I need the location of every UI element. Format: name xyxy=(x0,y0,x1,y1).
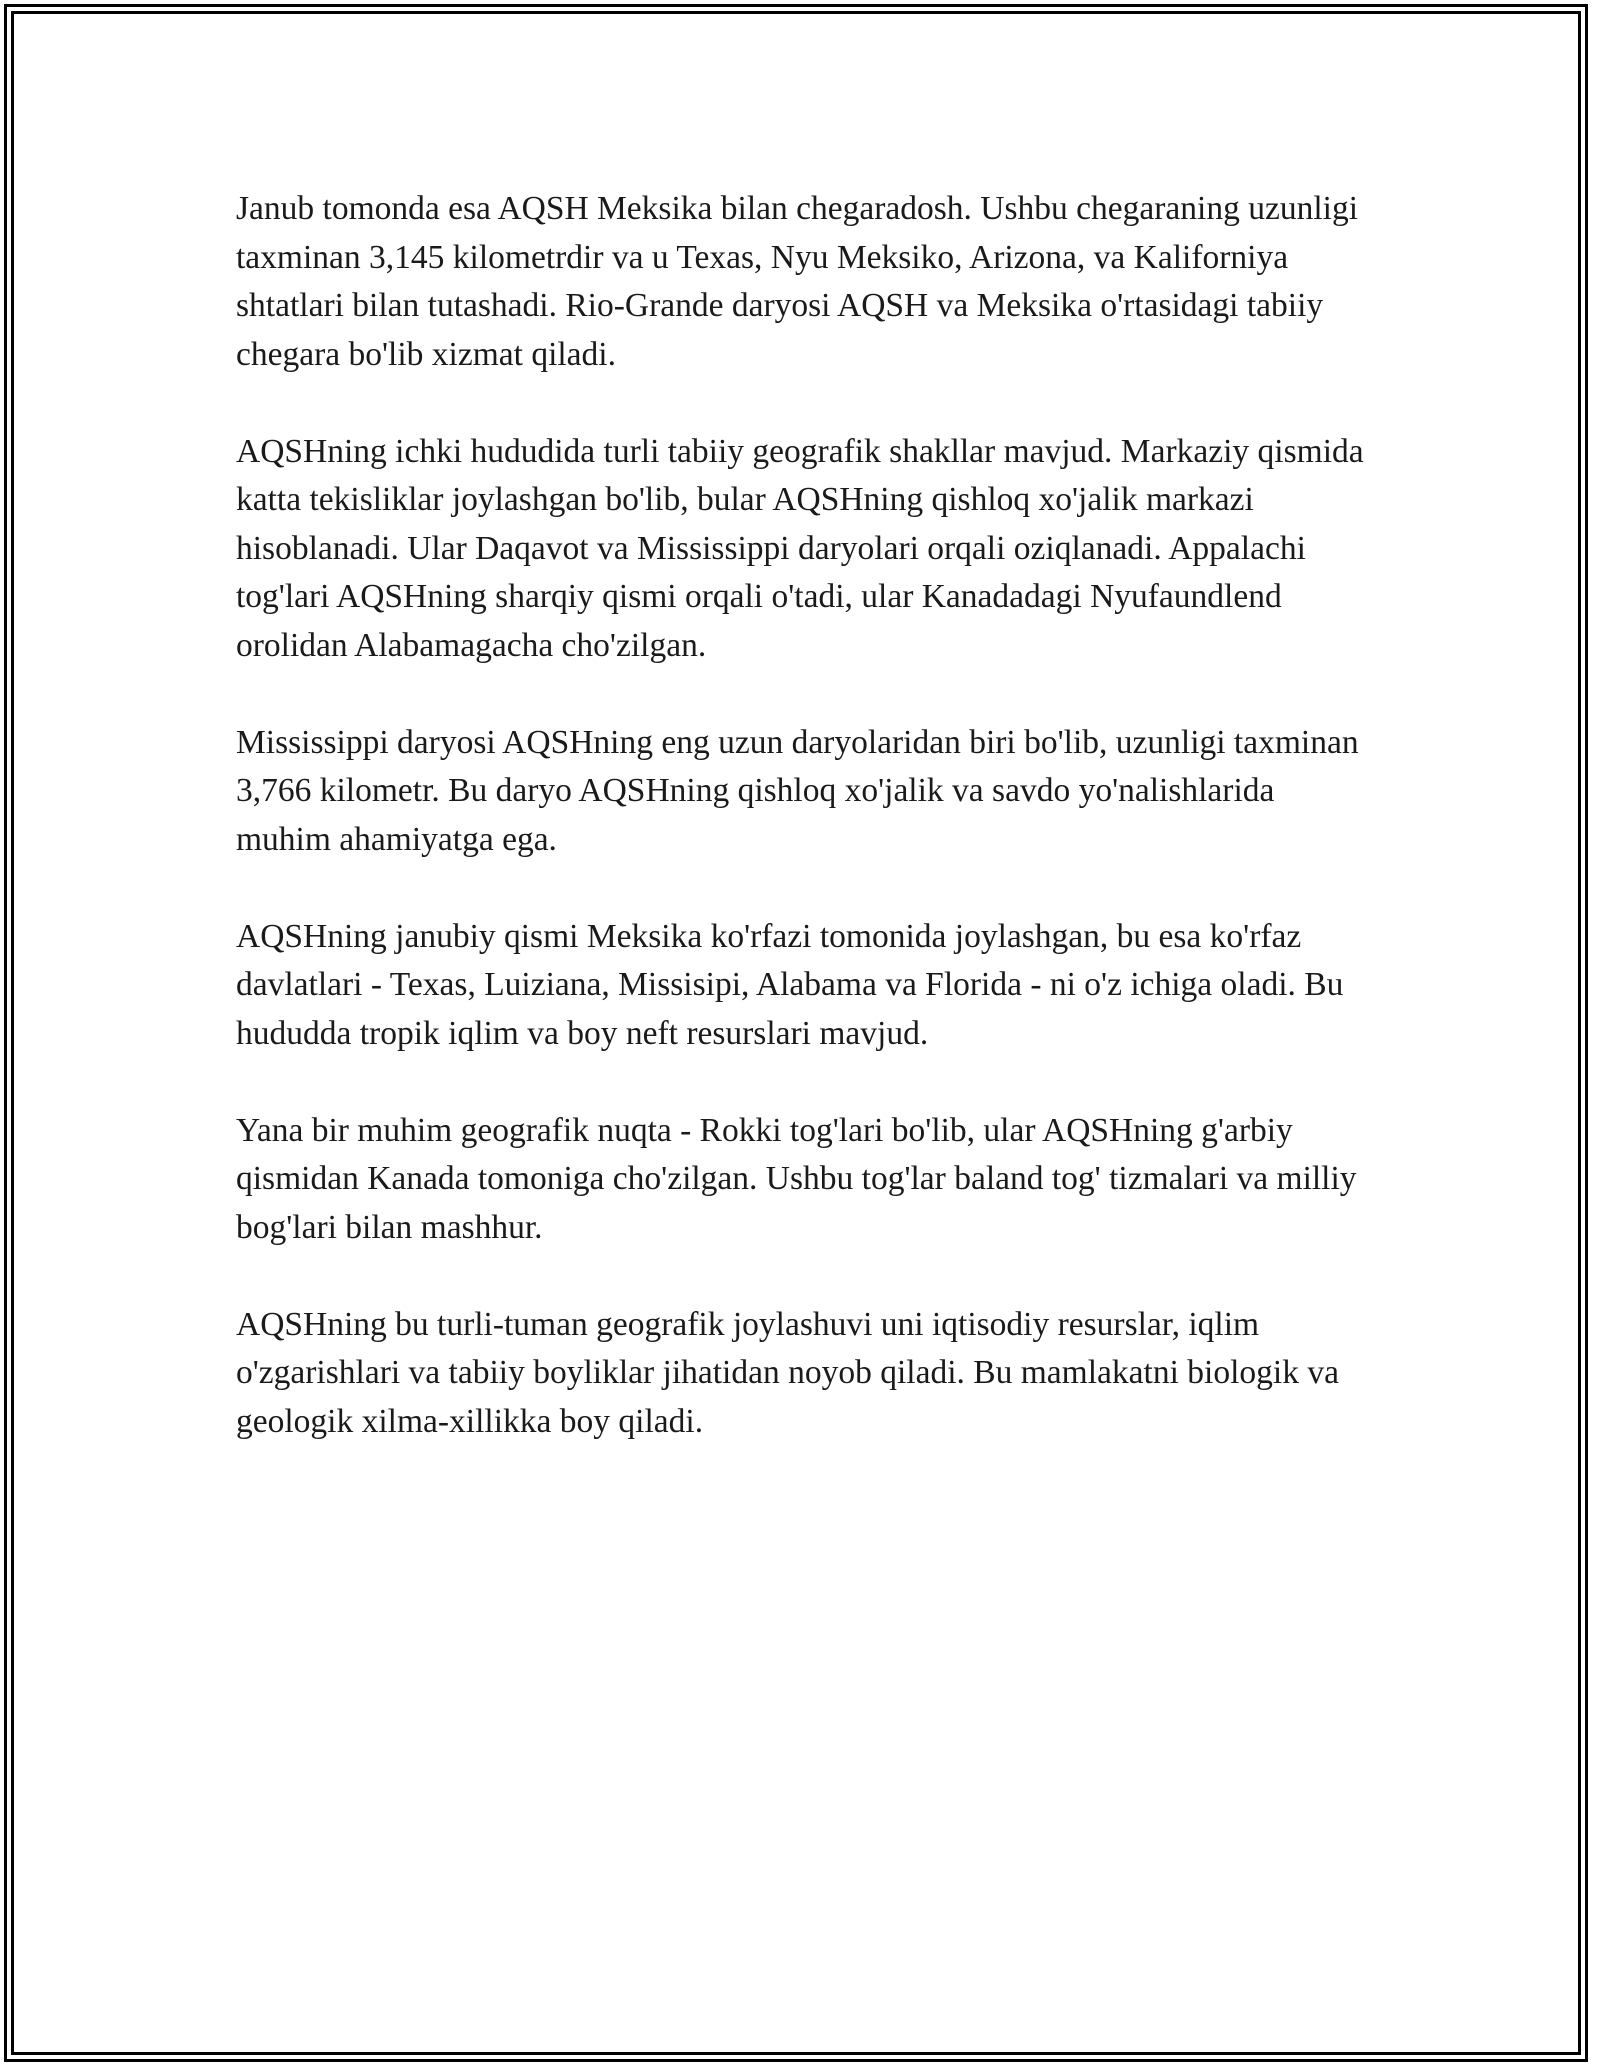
paragraph-gulf-states: AQSHning janubiy qismi Meksika ko'rfazi tomonida joylashgan, bu esa ko'rfaz davlatlari - Texas, Luiziana, Missisipi, Alabama va Florida - ni o'z ichiga oladi. Bu hududda tropik iqlim va boy neft resurslari mavjud. xyxy=(236,917,1344,1052)
paragraph-conclusion: AQSHning bu turli-tuman geografik joylashuvi uni iqtisodiy resurslar, iqlim o'zgarishlari va tabiiy boyliklar jihatidan noyob qiladi. Bu mamlakatni biologik va geologik xilma-xillikka boy qiladi. xyxy=(236,1305,1339,1440)
paragraph-mississippi-river: Mississippi daryosi AQSHning eng uzun daryolaridan biri bo'lib, uzunligi taxminan 3,766 kilometr. Bu daryo AQSHning qishloq xo'jalik va savdo yo'nalishlarida muhim ahamiyatga ega. xyxy=(236,723,1359,858)
paragraph-southern-border: Janub tomonda esa AQSH Meksika bilan chegaradosh. Ushbu chegaraning uzunligi taxminan 3,145 kilometrdir va u Texas, Nyu Meksiko, Arizona, va Kaliforniya shtatlari bilan tutashadi. Rio-Grande daryosi AQSH va Meksika o'rtasidagi tabiiy chegara bo'lib xizmat qiladi. xyxy=(236,190,1359,373)
paragraph-interior-landforms: AQSHning ichki hududida turli tabiiy geografik shakllar mavjud. Markaziy qismida katta tekisliklar joylashgan bo'lib, bular AQSHning qishloq xo'jalik markazi hisoblanadi. Ular Daqavot va Mississippi daryolari orqali oziqlanadi. Appalachi tog'lari AQSHning sharqiy qismi orqali o'tadi, ular Kanadadagi Nyufaundlend orolidan Alabamagacha cho'zilgan. xyxy=(236,432,1364,664)
paragraph-rocky-mountains: Yana bir muhim geografik nuqta - Rokki tog'lari bo'lib, ular AQSHning g'arbiy qismidan Kanada tomoniga cho'zilgan. Ushbu tog'lar baland tog' tizmalari va milliy bog'lari bilan mashhur. xyxy=(236,1111,1357,1246)
document-body xyxy=(236,185,1366,1495)
